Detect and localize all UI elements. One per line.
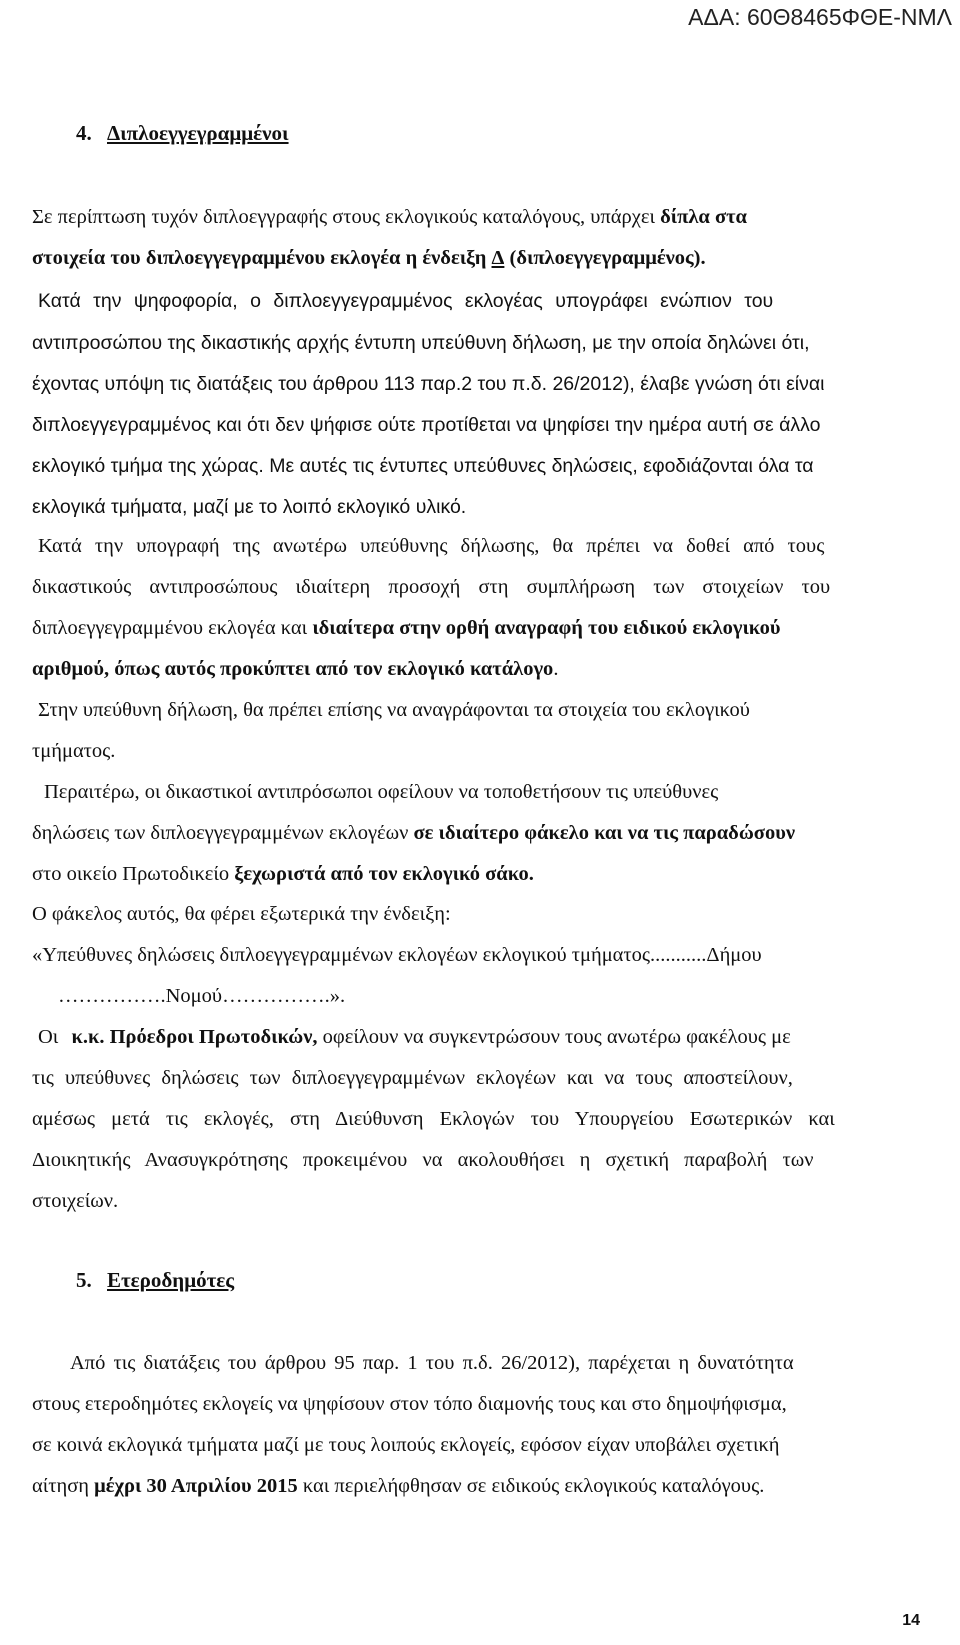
s5-text-a: αίτηση [32, 1475, 89, 1497]
p2-line-4: διπλοεγγεγραμμένος και ότι δεν ψήφισε ούτε προτίθεται να ψηφίσει την ημέρα αυτή σε άλλο [32, 414, 821, 436]
page-number: 14 [902, 1612, 920, 1629]
p3-bold-b: ιδιαίτερα στην ορθή αναγραφή του ειδικού εκλογικού [312, 617, 781, 639]
p7-line-2: τις υπεύθυνες δηλώσεις των διπλοεγγεγραμμένων εκλογέων και να τους αποστείλουν, [32, 1067, 793, 1089]
section-4-heading [76, 121, 289, 146]
s5-line-3: σε κοινά εκλογικά τμήματα μαζί με τους λοιπούς εκλογείς, εφόσον είχαν υποβάλει σχετική [32, 1434, 780, 1456]
p1-bold-b: δίπλα στα [660, 206, 747, 228]
p5-line-1: Περαιτέρω, οι δικαστικοί αντιπρόσωποι οφείλουν να τοποθετήσουν τις υπεύθυνες [44, 781, 719, 803]
p3-line-1: Κατά την υπογραφή της ανωτέρω υπεύθυνης δήλωσης, θα πρέπει να δοθεί από τους [38, 535, 825, 557]
p1-delta-mark: Δ [491, 247, 505, 269]
p5-line-3 [32, 863, 534, 886]
p1-line-1 [32, 206, 747, 229]
section-4-number: 4. [76, 121, 92, 145]
p3-line-3 [32, 617, 781, 640]
p3-line-4 [32, 658, 558, 681]
p5-bold-b: σε ιδιαίτερο φάκελο και να τις παραδώσουν [413, 822, 795, 844]
p4-line-2: τμήματος. [32, 740, 116, 762]
p5-text-a2: στο οικείο Πρωτοδικείο [32, 863, 230, 885]
p5-text-a: δηλώσεις των διπλοεγγεγραμμένων εκλογέων [32, 822, 409, 844]
p7-line-4: Διοικητικής Ανασυγκρότησης προκειμένου να ακολουθήσει η σχετική παραβολή των [32, 1149, 814, 1171]
p1-bold-l2a: στοιχεία του διπλοεγγεγραμμένου εκλογέα η ένδειξη [32, 247, 487, 269]
p2-line-5: εκλογικό τμήμα της χώρας. Με αυτές τις έντυπες υπεύθυνες δηλώσεις, εφοδιάζονται όλα τα [32, 455, 814, 477]
p7-line-1 [38, 1026, 791, 1049]
p7-text-c: οφείλουν να συγκεντρώσουν τους ανωτέρω φακέλους με [322, 1026, 791, 1048]
p2-line-6: εκλογικά τμήματα, μαζί με το λοιπό εκλογικό υλικό. [32, 496, 467, 518]
p2-line-3: έχοντας υπόψη τις διατάξεις του άρθρου 113 παρ.2 του π.δ. 26/2012), έλαβε γνώση ότι είναι [32, 373, 825, 395]
p2-line-1: Κατά την ψηφοφορία, ο διπλοεγγεγραμμένος εκλογέας υπογράφει ενώπιον του [38, 290, 774, 312]
s5-text-c: και περιελήφθησαν σε ειδικούς εκλογικούς καταλόγους. [302, 1475, 765, 1497]
p1-bold-l2c: (διπλοεγγεγραμμένος). [509, 247, 706, 269]
ada-code: ΑΔΑ: 60Θ8465ΦΘΕ-ΝΜΛ [688, 4, 952, 30]
p7-text-a: Οι [38, 1026, 59, 1048]
p5-line-2 [32, 822, 795, 845]
section-5-title: Ετεροδημότες [107, 1268, 235, 1292]
p6-line-3: …………….Νομού…………….». [58, 985, 346, 1007]
p3-bold-l4a: αριθμού, όπως αυτός προκύπτει από τον εκλογικό κατάλογο [32, 658, 554, 680]
p1-line-2 [32, 247, 706, 270]
p3-text-a: διπλοεγγεγραμμένου εκλογέα και [32, 617, 308, 639]
p7-line-3: αμέσως μετά τις εκλογές, στη Διεύθυνση Εκλογών του Υπουργείου Εσωτερικών και [32, 1108, 835, 1130]
section-5-heading [76, 1268, 234, 1293]
s5-line-4 [32, 1475, 764, 1498]
p7-bold-b: κ.κ. Πρόεδροι Πρωτοδικών, [71, 1026, 318, 1048]
p6-line-2: «Υπεύθυνες δηλώσεις διπλοεγγεγραμμένων εκλογέων εκλογικού τμήματος...........Δήμου [32, 944, 762, 966]
s5-line-1: Από τις διατάξεις του άρθρου 95 παρ. 1 του π.δ. 26/2012), παρέχεται η δυνατότητα [70, 1352, 794, 1374]
p5-bold-b2: ξεχωριστά από τον εκλογικό σάκο. [234, 863, 534, 885]
p7-line-5: στοιχείων. [32, 1190, 119, 1212]
p2-line-2: αντιπροσώπου της δικαστικής αρχής έντυπη υπεύθυνη δήλωση, με την οποία δηλώνει ότι, [32, 332, 810, 354]
p4-line-1: Στην υπεύθυνη δήλωση, θα πρέπει επίσης να αναγράφονται τα στοιχεία του εκλογικού [38, 699, 750, 721]
p1-text-a: Σε περίπτωση τυχόν διπλοεγγραφής στους εκλογικούς καταλόγους, υπάρχει [32, 206, 655, 228]
p6-line-1: Ο φάκελος αυτός, θα φέρει εξωτερικά την ένδειξη: [32, 903, 451, 925]
s5-bold-date: μέχρι 30 Απριλίου 2015 [94, 1475, 298, 1497]
section-5-number: 5. [76, 1268, 92, 1292]
section-4-title: Διπλοεγγεγραμμένοι [107, 121, 289, 145]
p3-line-2: δικαστικούς αντιπροσώπους ιδιαίτερη προσοχή στη συμπλήρωση των στοιχείων του [32, 576, 831, 598]
s5-line-2: στους ετεροδημότες εκλογείς να ψηφίσουν στον τόπο διαμονής τους και στο δημοψήφισμα, [32, 1393, 787, 1415]
p3-period: . [553, 658, 559, 680]
